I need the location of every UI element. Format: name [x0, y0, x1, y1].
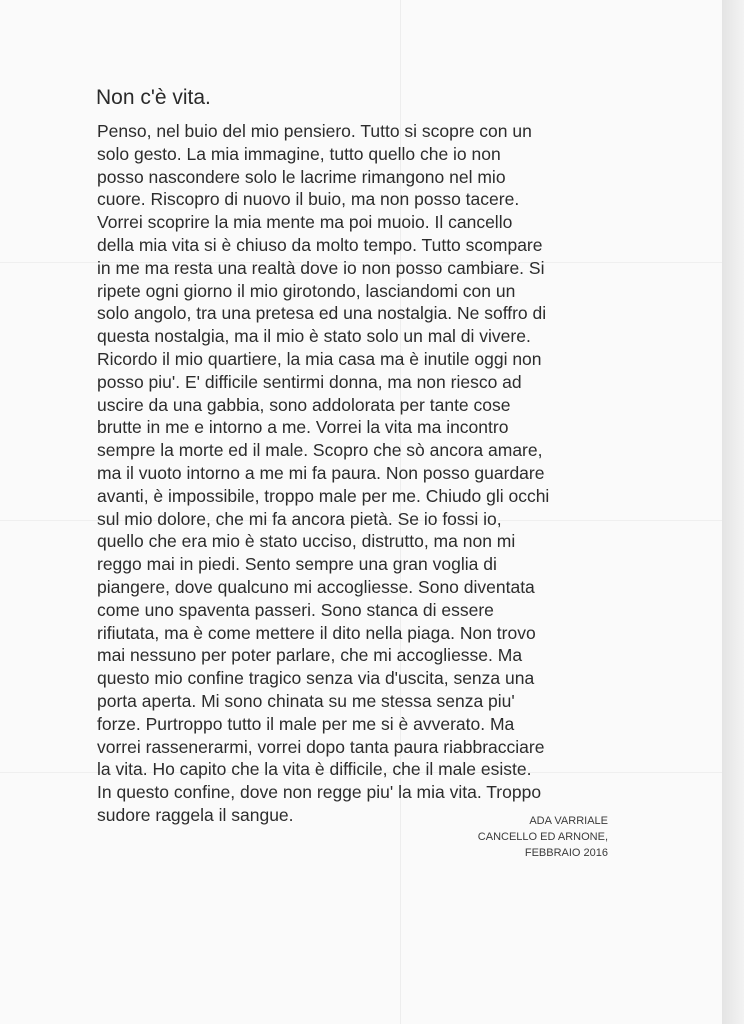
body-line: come uno spaventa passeri. Sono stanca di essere	[97, 599, 494, 620]
body-line: sul mio dolore, che mi fa ancora pietà. Se io fossi io,	[97, 508, 502, 529]
body-line: Penso, nel buio del mio pensiero. Tutto si scopre con un	[97, 121, 532, 141]
body-line: solo gesto. La mia immagine, tutto quello che io non	[97, 143, 501, 164]
body-line: mai nessuno per poter parlare, che mi accogliesse. Ma	[97, 645, 523, 666]
signature-date: FEBBRAIO 2016	[524, 847, 608, 859]
body-line: reggo mai in piedi. Sento sempre una gran voglia di	[97, 554, 497, 575]
body-line: sudore raggela il sangue.	[97, 804, 294, 825]
body-line: piangere, dove qualcuno mi accogliesse. Sono diventata	[97, 576, 535, 597]
body-line: In questo confine, dove non regge piu' la mia vita. Troppo	[97, 782, 542, 803]
body-line: cuore. Riscopro di nuovo il buio, ma non posso tacere.	[97, 189, 520, 210]
document-title: Non c'è vita.	[96, 86, 211, 109]
body-line: ripete ogni giorno il mio girotondo, lasciandomi con un	[97, 280, 516, 301]
body-line: rifiutata, ma è come mettere il dito nella piaga. Non trovo	[97, 622, 536, 643]
body-line: ma il vuoto intorno a me mi fa paura. Non posso guardare	[97, 462, 545, 483]
signature-place: CANCELLO ED ARNONE,	[477, 831, 608, 843]
body-line: brutte in me e intorno a me. Vorrei la vita ma incontro	[97, 417, 509, 438]
body-line: in me ma resta una realtà dove io non posso cambiare. Si	[97, 257, 545, 278]
document-body	[97, 120, 657, 827]
body-line: vorrei rassenerarmi, vorrei dopo tanta paura riabbracciare	[97, 736, 545, 757]
signature-name: ADA VARRIALE	[529, 815, 608, 827]
body-line: questo mio confine tragico senza via d'uscita, senza una	[97, 668, 535, 689]
body-line: posso nascondere solo le lacrime rimangono nel mio	[97, 166, 506, 187]
body-line: solo angolo, tra una pretesa ed una nostalgia. Ne soffro di	[97, 303, 547, 324]
body-line: porta aperta. Mi sono chinata su me stessa senza piu'	[97, 690, 515, 711]
body-line: Ricordo il mio quartiere, la mia casa ma è inutile oggi non	[97, 348, 542, 369]
scan-background-edge	[722, 0, 744, 1024]
body-line: uscire da una gabbia, sono addolorata per tante cose	[97, 394, 511, 415]
body-line: forze. Purtroppo tutto il male per me si è avverato. Ma	[97, 713, 515, 734]
signature-block	[478, 813, 608, 861]
body-line: posso piu'. E' difficile sentirmi donna, ma non riesco ad	[97, 371, 522, 392]
body-line: la vita. Ho capito che la vita è difficile, che il male esiste.	[97, 759, 532, 780]
body-line: Vorrei scoprire la mia mente ma poi muoio. Il cancello	[97, 212, 513, 233]
body-line: avanti, è impossibile, troppo male per me. Chiudo gli occhi	[97, 485, 550, 506]
body-line: quello che era mio è stato ucciso, distrutto, ma non mi	[97, 531, 516, 552]
body-line: sempre la morte ed il male. Scopro che sò ancora amare,	[97, 440, 543, 461]
body-line: questa nostalgia, ma il mio è stato solo un mal di vivere.	[97, 326, 531, 347]
body-line: della mia vita si è chiuso da molto tempo. Tutto scompare	[97, 234, 543, 255]
